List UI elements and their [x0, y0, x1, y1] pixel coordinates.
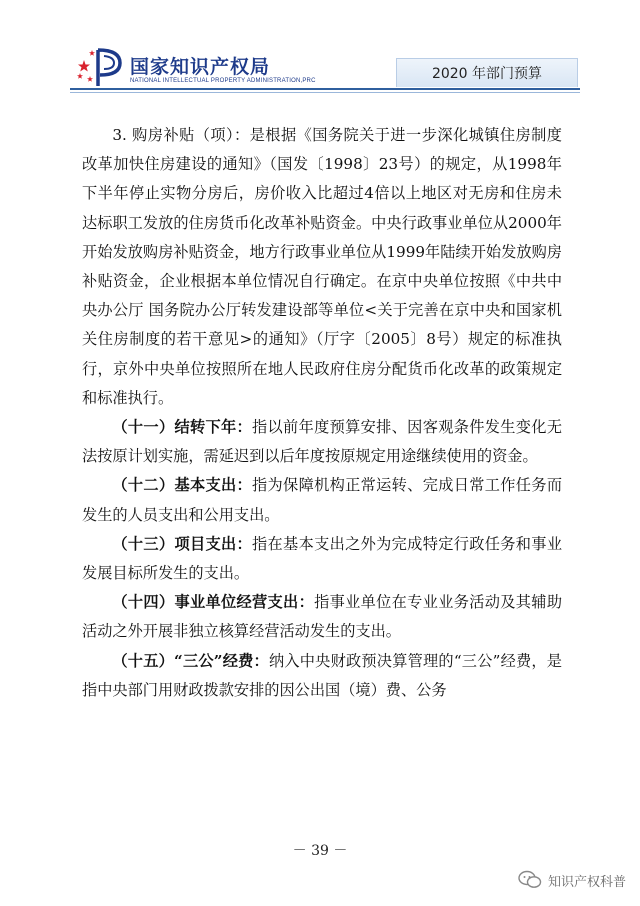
header-rule: [70, 88, 580, 90]
org-name-en: NATIONAL INTELLECTUAL PROPERTY ADMINISTRATION,PRC: [130, 78, 316, 84]
wechat-icon: [518, 870, 542, 890]
term-three-public: （十五）“三公”经费：: [112, 651, 269, 670]
paragraph-basic-expenditure: [82, 471, 562, 529]
paragraph-three-public: [82, 647, 562, 705]
paragraph-project-expenditure: [82, 530, 562, 588]
page-number: － 39 －: [292, 843, 348, 859]
document-body: [82, 121, 562, 705]
definition-carryover: 指以前年度预算安排、因客观条件发生变化无法按原计划实施，需延迟到以后年度按原规定用途继续使用的资金。: [82, 418, 563, 466]
term-project-expenditure: （十三）项目支出：: [112, 534, 253, 553]
paragraph-operating-expenditure: [82, 588, 562, 646]
page-header: [0, 0, 640, 100]
header-rule-light: [70, 92, 580, 93]
definition-project-expenditure: 指在基本支出之外为完成特定行政任务和事业发展目标所发生的支出。: [82, 534, 563, 583]
term-carryover: （十一）结转下年：: [112, 418, 253, 437]
definition-basic-expenditure: 指为保障机构正常运转、完成日常工作任务而发生的人员支出和公用支出。: [82, 476, 563, 524]
definition-three-public: 纳入中央财政预决算管理的“三公”经费，是指中央部门用财政拨款安排的因公出国（境）费、公务: [82, 651, 562, 699]
wechat-watermark: [518, 868, 626, 892]
definition-operating-expenditure: 指事业单位在专业业务活动及其辅助活动之外开展非独立核算经营活动发生的支出。: [82, 593, 563, 641]
paragraph-housing-subsidy: 3. 购房补贴（项）：是根据《国务院关于进一步深化城镇住房制度改革加快住房建设的通知》（国发〔1998〕23号）的规定，从1998年下半年停止实物分房后，房价收入比超过4倍以上地区对无房和住房未达标职工发放的住房货币化改革补贴资金。中央行政事业单位从2000年开始发放购房补贴资金，地方行政事业单位从1999年陆续开始发放购房补贴资金，企业根据本单位情况自行确定。在京中央单位按照《中共中央办公厅 国务院办公厅转发建设部等单位<关于完善在京中央和国家机关住房制度的若干意见>的通知》（厅字〔2005〕8号）规定的标准执行，京外中央单位按照所在地人民政府住房分配货币化改革的政策规定和标准执行。: [82, 126, 562, 407]
paragraph-carryover: [82, 413, 562, 471]
term-basic-expenditure: （十二）基本支出：: [112, 476, 253, 495]
term-operating-expenditure: （十四）事业单位经营支出：: [112, 593, 315, 612]
cnipa-logo: [76, 46, 336, 90]
org-name-cn: 国家知识产权局: [130, 56, 271, 78]
doc-label: 2020 年部门预算: [396, 58, 578, 87]
watermark-text: 知识产权科普: [547, 874, 626, 890]
cnipa-emblem-icon: [76, 46, 126, 88]
